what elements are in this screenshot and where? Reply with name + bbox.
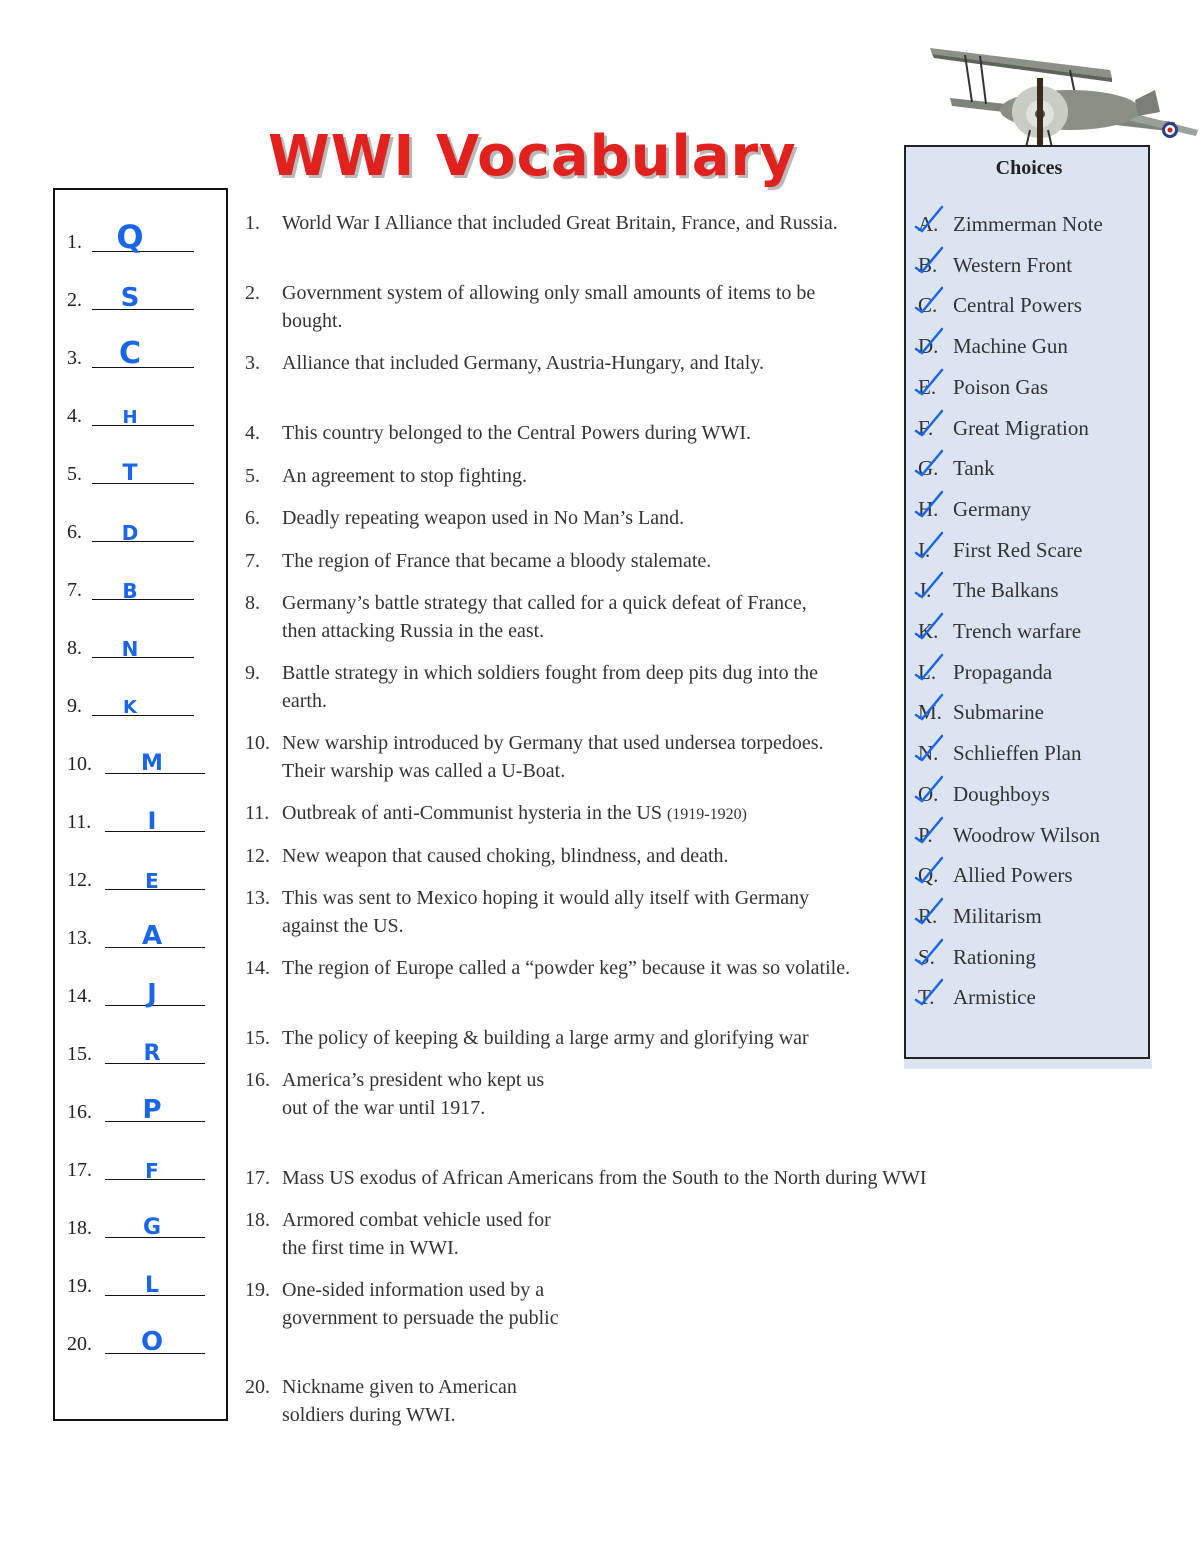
checkmark-icon — [912, 734, 946, 768]
question-text: Armored combat vehicle used for the first time in WWI. — [282, 1209, 551, 1259]
choice-item — [918, 250, 1072, 280]
question-text: Mass US exodus of African Americans from the South to the North during WWI — [282, 1167, 927, 1189]
choice-term: Trench warfare — [953, 619, 1082, 643]
choice-term: Submarine — [953, 700, 1044, 725]
choice-letter: S. — [918, 944, 935, 969]
choice-item — [918, 820, 1100, 850]
answer-handwritten-letter: P — [142, 1095, 162, 1125]
choice-letter: D. — [918, 334, 939, 359]
answer-number: 18. — [67, 1217, 92, 1239]
choice-item — [918, 860, 1073, 890]
question-number: 15. — [245, 1027, 270, 1049]
choice-letter: R. — [918, 903, 938, 928]
answer-number: 13. — [67, 927, 92, 949]
answer-handwritten-letter: R — [143, 1041, 161, 1066]
checkmark-icon — [912, 449, 946, 483]
choice-item — [918, 901, 1042, 931]
question-text: This country belonged to the Central Powers during WWI. — [282, 422, 751, 444]
choice-item — [918, 779, 1050, 809]
choice-term: Rationing — [953, 944, 1036, 969]
answer-row — [67, 910, 217, 950]
answer-row — [67, 1200, 217, 1240]
answer-row — [67, 214, 217, 254]
question-text: New warship introduced by Germany that used undersea torpedoes. Their warship was called a U-Boat. — [282, 732, 824, 782]
answer-box — [53, 188, 228, 1421]
question-number: 9. — [245, 662, 260, 684]
answer-number: 15. — [67, 1043, 92, 1065]
choices-title: Choices — [995, 157, 1063, 179]
choice-letter: I. — [918, 537, 931, 562]
answer-number: 19. — [67, 1275, 92, 1297]
question-number: 14. — [245, 957, 270, 979]
choice-term: Great Migration — [953, 415, 1089, 440]
question-text: World War I Alliance that included Great Britain, France, and Russia. — [282, 212, 838, 234]
answer-row — [67, 388, 217, 428]
question-number: 1. — [245, 212, 260, 234]
choice-term: Western Front — [953, 252, 1073, 277]
choices-panel — [904, 145, 1150, 1059]
choice-letter: G. — [918, 456, 939, 481]
answer-handwritten-letter: D — [121, 521, 139, 545]
question-number: 8. — [245, 592, 260, 614]
answer-handwritten-letter: A — [141, 921, 163, 951]
choice-item — [918, 616, 1081, 646]
choice-letter: L. — [918, 659, 937, 684]
question-text: One-sided information used by a government to persuade the public — [282, 1279, 559, 1329]
choice-term: Zimmerman Note — [953, 212, 1103, 236]
checkmark-icon — [912, 368, 946, 402]
answer-number: 16. — [67, 1101, 92, 1123]
choice-letter: B. — [918, 252, 938, 277]
page-title: WWI Vocabulary — [268, 124, 797, 189]
question-text: Alliance that included Germany, Austria-Hungary, and Italy. — [282, 352, 765, 374]
question-text: America’s president who kept us out of the war until 1917. — [282, 1069, 545, 1119]
choice-item — [918, 982, 1036, 1012]
answer-row — [67, 562, 217, 602]
checkmark-icon — [912, 775, 946, 809]
question-number: 12. — [245, 845, 270, 867]
choice-item — [918, 697, 1044, 727]
answer-row — [67, 504, 217, 544]
answer-number: 10. — [67, 753, 92, 775]
question-text: New weapon that caused choking, blindness, and death. — [282, 845, 729, 867]
question-text: This was sent to Mexico hoping it would ally itself with Germany against the US. — [282, 887, 810, 937]
checkmark-icon — [912, 938, 946, 972]
answer-handwritten-letter: C — [118, 336, 142, 371]
answer-number: 6. — [67, 521, 82, 543]
answer-number: 14. — [67, 985, 92, 1007]
question-date-note: (1919-1920) — [666, 806, 747, 823]
question-number: 3. — [245, 352, 260, 374]
answer-handwritten-letter: F — [145, 1159, 159, 1183]
question-text: An agreement to stop fighting. — [282, 465, 527, 487]
answer-row — [67, 446, 217, 486]
answer-row — [67, 1258, 217, 1298]
choice-item — [918, 494, 1031, 524]
choice-term: Central Powers — [953, 293, 1082, 318]
answer-handwritten-letter: B — [122, 579, 138, 603]
answer-number: 17. — [67, 1159, 92, 1181]
answer-row — [67, 1316, 217, 1356]
choice-item — [918, 209, 1103, 239]
question-text: Deadly repeating weapon used in No Man’s Land. — [282, 507, 685, 529]
question-text: Government system of allowing only small amounts of items to be bought. — [282, 282, 816, 332]
question-number: 11. — [245, 802, 270, 824]
answer-number: 11. — [67, 811, 92, 833]
answer-number: 20. — [67, 1333, 92, 1355]
answer-row — [67, 736, 217, 776]
question-text: The region of Europe called a “powder keg” because it was so volatile. — [282, 957, 851, 979]
checkmark-icon — [912, 205, 946, 239]
choice-item — [918, 331, 1068, 361]
answer-row — [67, 272, 217, 312]
answer-handwritten-letter: N — [121, 637, 139, 661]
choice-term: Machine Gun — [953, 334, 1068, 359]
answer-handwritten-letter: I — [147, 807, 157, 835]
answer-row — [67, 678, 217, 718]
choice-item — [918, 535, 1082, 565]
answer-row — [67, 1084, 217, 1124]
checkmark-icon — [912, 897, 946, 931]
choice-item — [918, 942, 1036, 972]
answer-handwritten-letter: L — [144, 1273, 160, 1298]
choice-term: Poison Gas — [953, 374, 1049, 399]
choice-term: Doughboys — [953, 781, 1050, 806]
answer-handwritten-letter: M — [141, 751, 163, 776]
question-number: 7. — [245, 550, 260, 572]
answer-row — [67, 852, 217, 892]
question-number: 13. — [245, 887, 270, 909]
question-number: 17. — [245, 1167, 270, 1189]
choice-term: Allied Powers — [953, 863, 1073, 888]
checkmark-icon — [912, 246, 946, 280]
answer-number: 8. — [67, 637, 82, 659]
question-number: 19. — [245, 1279, 270, 1301]
answer-number: 12. — [67, 869, 92, 891]
answer-number: 7. — [67, 579, 82, 601]
checkmark-icon — [912, 531, 946, 565]
answer-row — [67, 794, 217, 834]
question-number: 18. — [245, 1209, 270, 1231]
answer-number: 3. — [67, 347, 82, 369]
question-text: Germany’s battle strategy that called for a quick defeat of France, then attacking Russia in the east. — [282, 592, 807, 642]
question-number: 4. — [245, 422, 260, 444]
choice-item — [918, 372, 1048, 402]
answer-number: 5. — [67, 463, 82, 485]
choice-term: Militarism — [953, 903, 1042, 928]
choice-letter: T. — [918, 985, 935, 1010]
choice-item — [918, 657, 1052, 687]
choice-term: Armistice — [953, 985, 1036, 1010]
question-number: 6. — [245, 507, 260, 529]
choice-term: Woodrow Wilson — [953, 822, 1100, 847]
choice-letter: N. — [918, 741, 939, 766]
question-text: Outbreak of anti-Communist hysteria in the US — [282, 802, 662, 824]
answer-handwritten-letter: H — [122, 407, 138, 428]
checkmark-icon — [912, 286, 946, 320]
choices-panel-shadow — [904, 1059, 1152, 1069]
choice-item — [918, 738, 1082, 768]
answer-number: 9. — [67, 695, 82, 717]
choice-letter: C. — [918, 293, 938, 318]
choice-item — [918, 453, 995, 483]
answer-number: 1. — [67, 231, 82, 253]
answer-number: 4. — [67, 405, 82, 427]
choice-term: The Balkans — [953, 578, 1059, 603]
answer-handwritten-letter: Q — [116, 218, 144, 256]
answer-handwritten-letter: O — [140, 1327, 164, 1357]
checkmark-icon — [912, 409, 946, 443]
choice-letter: F. — [918, 415, 934, 440]
answer-handwritten-letter: T — [122, 461, 138, 486]
question-text: Battle strategy in which soldiers fought from deep pits dug into the earth. — [282, 662, 819, 712]
checkmark-icon — [912, 856, 946, 890]
choice-letter: K. — [918, 619, 939, 643]
checkmark-icon — [912, 612, 946, 646]
choice-term: Germany — [953, 496, 1032, 521]
choice-letter: P. — [918, 822, 933, 847]
checkmark-icon — [912, 816, 946, 850]
answer-handwritten-letter: G — [142, 1215, 162, 1240]
question-number: 10. — [245, 732, 270, 754]
answer-handwritten-letter: J — [147, 979, 157, 1009]
question-number: 20. — [245, 1376, 270, 1398]
answer-row — [67, 968, 217, 1008]
question-text: The region of France that became a bloody stalemate. — [282, 550, 712, 572]
question-number: 5. — [245, 465, 260, 487]
choice-term: First Red Scare — [953, 537, 1083, 562]
checkmark-icon — [912, 653, 946, 687]
choice-item — [918, 290, 1082, 320]
answer-handwritten-letter: E — [145, 869, 159, 893]
answer-row — [67, 1026, 217, 1066]
question-number: 16. — [245, 1069, 270, 1091]
choice-letter: H. — [918, 496, 939, 521]
answer-number: 2. — [67, 289, 82, 311]
question-number: 2. — [245, 282, 260, 304]
checkmark-icon — [912, 327, 946, 361]
choice-letter: O. — [918, 781, 939, 806]
question-text: The policy of keeping & building a large army and glorifying war — [282, 1027, 809, 1049]
answer-handwritten-letter: K — [123, 697, 137, 718]
answer-row — [67, 1142, 217, 1182]
answer-handwritten-letter: S — [120, 283, 140, 313]
choice-item — [918, 413, 1089, 443]
choice-letter: A. — [918, 212, 939, 236]
choice-letter: J. — [918, 578, 932, 603]
choice-letter: M. — [918, 700, 942, 725]
checkmark-icon — [912, 490, 946, 524]
answer-row — [67, 330, 217, 370]
checkmark-icon — [912, 571, 946, 605]
choice-term: Schlieffen Plan — [953, 741, 1082, 766]
checkmark-icon — [912, 978, 946, 1012]
choice-letter: Q. — [918, 863, 939, 888]
choice-term: Propaganda — [953, 659, 1053, 684]
choice-term: Tank — [953, 456, 995, 481]
choice-item — [918, 575, 1059, 605]
choice-letter: E. — [918, 374, 937, 399]
checkmark-icon — [912, 693, 946, 727]
question-text: Nickname given to American soldiers during WWI. — [282, 1376, 517, 1426]
answer-row — [67, 620, 217, 660]
